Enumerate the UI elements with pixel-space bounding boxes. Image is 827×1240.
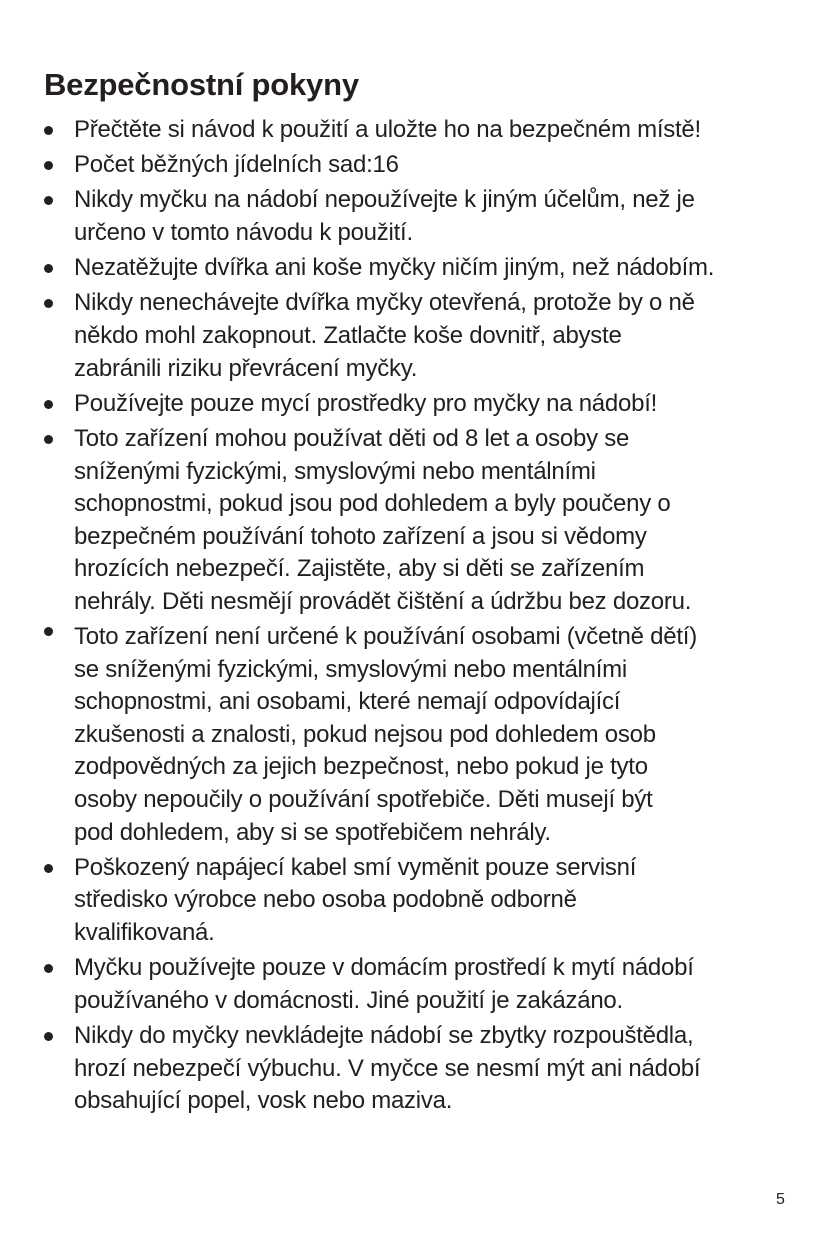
item-text-line: zabránili riziku převrácení myčky.	[74, 354, 418, 382]
bullet-icon	[44, 400, 53, 409]
item-text-line: někdo mohl zakopnout. Zatlačte koše dovnitř, abyste	[74, 321, 622, 349]
item-text-line: zodpovědných za jejich bezpečnost, nebo pokud je tyto	[74, 753, 648, 781]
list-item	[44, 1020, 804, 1118]
item-text-line: kvalifikovaná.	[74, 919, 215, 946]
bullet-icon	[44, 627, 53, 636]
list-item	[44, 621, 804, 849]
item-text-line: Nezatěžujte dvířka ani koše myčky ničím jiným, než nádobím.	[74, 254, 715, 282]
item-text-line: Přečtěte si návod k použití a uložte ho na bezpečném místě!	[74, 116, 701, 143]
item-text-line: Toto zařízení není určené k používání osobami (včetně dětí)	[74, 623, 697, 651]
item-text-line: používaného v domácnosti. Jiné použití je zakázáno.	[74, 986, 623, 1014]
list-item	[44, 114, 804, 147]
item-text-line: určeno v tomto návodu k použití.	[74, 218, 413, 246]
item-text-line: Toto zařízení mohou používat děti od 8 let a osoby se	[74, 424, 630, 452]
item-text-line: se sníženými fyzickými, smyslovými nebo mentálními	[74, 655, 627, 683]
list-item	[44, 388, 804, 421]
bullet-icon	[44, 1032, 53, 1041]
item-text-line: Poškozený napájecí kabel smí vyměnit pouze servisní	[74, 853, 637, 881]
item-text-line: osoby nepoučily o používání spotřebiče. Děti musejí být	[74, 786, 653, 814]
list-item	[44, 287, 804, 385]
bullet-icon	[44, 196, 53, 205]
list-item	[44, 423, 804, 619]
item-text-line: Používejte pouze mycí prostředky pro myčky na nádobí!	[74, 389, 658, 417]
item-text-line: hrozících nebezpečí. Zajistěte, aby si děti se zařízením	[74, 555, 645, 583]
list-item	[44, 252, 804, 285]
item-text-line: nehrály. Děti nesmějí provádět čištění a údržbu bez dozoru.	[74, 587, 692, 615]
list-item	[44, 149, 804, 182]
page-title: Bezpečnostní pokyny	[44, 67, 359, 102]
item-text-line: Nikdy do myčky nevkládejte nádobí se zbytky rozpouštědla,	[74, 1021, 694, 1049]
bullet-icon	[44, 864, 53, 873]
bullet-icon	[44, 161, 53, 170]
page-number: 5	[776, 1191, 785, 1208]
list-item	[44, 184, 804, 249]
bullet-icon	[44, 964, 53, 973]
item-text-line: schopnostmi, ani osobami, které nemají odpovídající	[74, 688, 621, 716]
item-text-line: Nikdy nenechávejte dvířka myčky otevřená, protože by o ně	[74, 289, 695, 317]
bullet-icon	[44, 299, 53, 308]
item-text-line: obsahující popel, vosk nebo maziva.	[74, 1087, 453, 1115]
item-text-line: zkušenosti a znalosti, pokud nejsou pod dohledem osob	[74, 720, 656, 748]
item-text-line: pod dohledem, aby si se spotřebičem nehrály.	[74, 818, 551, 846]
item-text-line: sníženými fyzickými, smyslovými nebo mentálními	[74, 457, 596, 485]
item-text-line: schopnostmi, pokud jsou pod dohledem a byly poučeny o	[74, 490, 671, 518]
item-text-line: bezpečném používání tohoto zařízení a jsou si vědomy	[74, 522, 647, 550]
bullet-icon	[44, 435, 53, 444]
item-text-line: Nikdy myčku na nádobí nepoužívejte k jiným účelům, než je	[74, 186, 695, 214]
bullet-icon	[44, 126, 53, 135]
item-text-line: středisko výrobce nebo osoba podobně odborně	[74, 886, 577, 914]
item-text-line: hrozí nebezpečí výbuchu. V myčce se nesmí mýt ani nádobí	[74, 1054, 701, 1082]
bullet-icon	[44, 264, 53, 273]
safety-instructions-list	[44, 114, 804, 1120]
item-text-line: Myčku používejte pouze v domácím prostředí k mytí nádobí	[74, 954, 694, 982]
item-text-line: Počet běžných jídelních sad:16	[74, 151, 399, 179]
list-item	[44, 852, 804, 950]
list-item	[44, 952, 804, 1017]
